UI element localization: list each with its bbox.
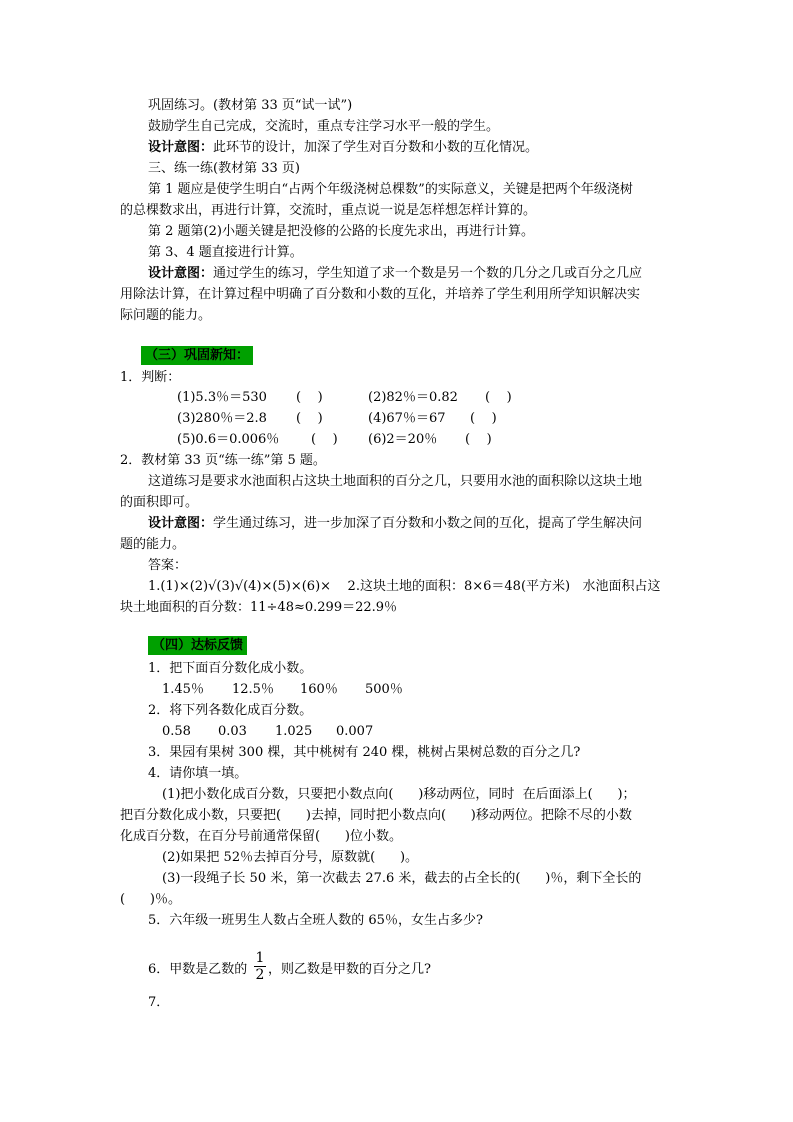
s4-q7: 7． [148,995,170,1010]
s4-q4: 4．请你填一填。 [148,766,248,781]
s4-q4-2: (2)如果把 52％去掉百分号，原数就( )。 [162,850,419,865]
q2-explain-line-2: 的面积即可。 [120,495,199,510]
s4-q2-value: 0.007 [336,724,374,739]
judge-4-blank: ( ) [470,411,497,426]
s4-q1-value: 160％ [300,682,338,697]
s4-q1-value: 1.45％ [162,682,204,697]
design-intent-3-line-2: 题的能力。 [120,537,186,552]
answer-line-1: 1.(1)×(2)√(3)√(4)×(5)×(6)× 2.这块土地的面积：8×6＝48(平方米) 水池面积占这 [148,579,661,594]
design-intent-label: 设计意图： [148,140,214,155]
design-intent-2-line-3: 际问题的能力。 [120,308,212,323]
s4-q1-value: 500％ [365,682,403,697]
s4-q6-prefix: 6．甲数是乙数的 [148,962,248,977]
q1-title: 1．判断： [120,370,181,385]
answer-line-2: 块土地面积的百分数：11÷48≈0.299＝22.9％ [120,600,398,615]
intro-line-2: 鼓励学生自己完成，交流时，重点专注学习水平一般的学生。 [148,119,500,134]
s4-q4-1-line-3: 化成百分数，在百分号前通常保留( )位小数。 [120,829,402,844]
paragraph-1-line-2: 的总棵数求出，再进行计算，交流时，重点说一说是怎样想怎样计算的。 [120,203,537,218]
design-intent-2-line-1 [148,264,642,285]
judge-5-statement: (5)0.6＝0.006％ [177,432,280,447]
design-intent-1 [148,138,538,159]
judge-2-blank: ( ) [485,390,512,405]
q2-title: 2．教材第 33 页“练一练”第 5 题。 [120,453,326,468]
fraction-one-half [254,950,266,983]
fraction-numerator: 1 [255,950,265,966]
judge-2-statement: (2)82％＝0.82 [368,390,458,405]
s4-q3: 3．果园有果树 300 棵，其中桃树有 240 棵，桃树占果树总数的百分之几? [148,745,581,760]
judge-6-statement: (6)2＝20％ [368,432,438,447]
s4-q2: 2．将下列各数化成百分数。 [148,703,313,718]
s4-q1: 1．把下面百分数化成小数。 [148,661,313,676]
design-intent-2-line-2: 用除法计算，在计算过程中明确了百分数和小数的互化，并培养了学生利用所学知识解决实 [120,287,641,302]
paragraph-2: 第 2 题第(2)小题关键是把没修的公路的长度先求出，再进行计算。 [148,224,534,239]
intro-line-1: 巩固练习。(教材第 33 页“试一试”) [148,98,353,113]
section-3-title: 三、练一练(教材第 33 页) [148,161,300,176]
judge-3-statement: (3)280％＝2.8 [177,411,267,426]
fraction-denominator: 2 [255,967,265,983]
section-3-header [141,346,253,365]
design-intent-3-line-1 [148,514,642,535]
judge-5-blank: ( ) [311,432,338,447]
paragraph-3: 第 3、4 题直接进行计算。 [148,245,303,260]
judge-3-blank: ( ) [296,411,323,426]
s4-q5: 5．六年级一班男生人数占全班人数的 65％，女生占多少? [148,913,483,928]
section-3-header-text: （三）巩固新知： [145,348,250,363]
s4-q6-suffix: ，则乙数是甲数的百分之几? [268,962,431,977]
s4-q2-value: 0.03 [218,724,247,739]
s4-q4-1-line-1: (1)把小数化成百分数，只要把小数点向( )移动两位，同时 在后面添上( )； [162,787,636,802]
s4-q2-value: 0.58 [162,724,191,739]
section-4-header-text: （四）达标反馈 [152,638,244,653]
design-intent-text: 学生通过练习，进一步加深了百分数和小数之间的互化，提高了学生解决问 [213,516,643,531]
judge-4-statement: (4)67％＝67 [368,411,446,426]
s4-q4-3-line-2: ( )％。 [120,892,181,907]
judge-6-blank: ( ) [465,432,492,447]
paragraph-1-line-1: 第 1 题应是使学生明白“占两个年级浇树总棵数”的实际意义，关键是把两个年级浇树 [148,182,633,197]
s4-q2-value: 1.025 [275,724,313,739]
design-intent-label: 设计意图： [148,266,214,281]
design-intent-text: 通过学生的练习，学生知道了求一个数是另一个数的几分之几或百分之几应 [213,266,643,281]
s4-q4-1-line-2: 把百分数化成小数，只要把( )去掉，同时把小数点向( )移动两位。把除不尽的小数 [120,808,632,823]
judge-1-blank: ( ) [296,390,323,405]
section-4-header [148,636,247,655]
q2-explain-line-1: 这道练习是要求水池面积占这块土地面积的百分之几，只要用水池的面积除以这块土地 [148,474,643,489]
s4-q4-3-line-1: (3)一段绳子长 50 米，第一次截去 27.6 米，截去的占全长的( )％，剩下全长的 [162,871,642,886]
judge-1-statement: (1)5.3％＝530 [177,390,267,405]
design-intent-text: 此环节的设计，加深了学生对百分数和小数的互化情况。 [213,140,539,155]
answer-title: 答案： [148,558,188,573]
s4-q1-value: 12.5％ [232,682,274,697]
design-intent-label: 设计意图： [148,516,214,531]
